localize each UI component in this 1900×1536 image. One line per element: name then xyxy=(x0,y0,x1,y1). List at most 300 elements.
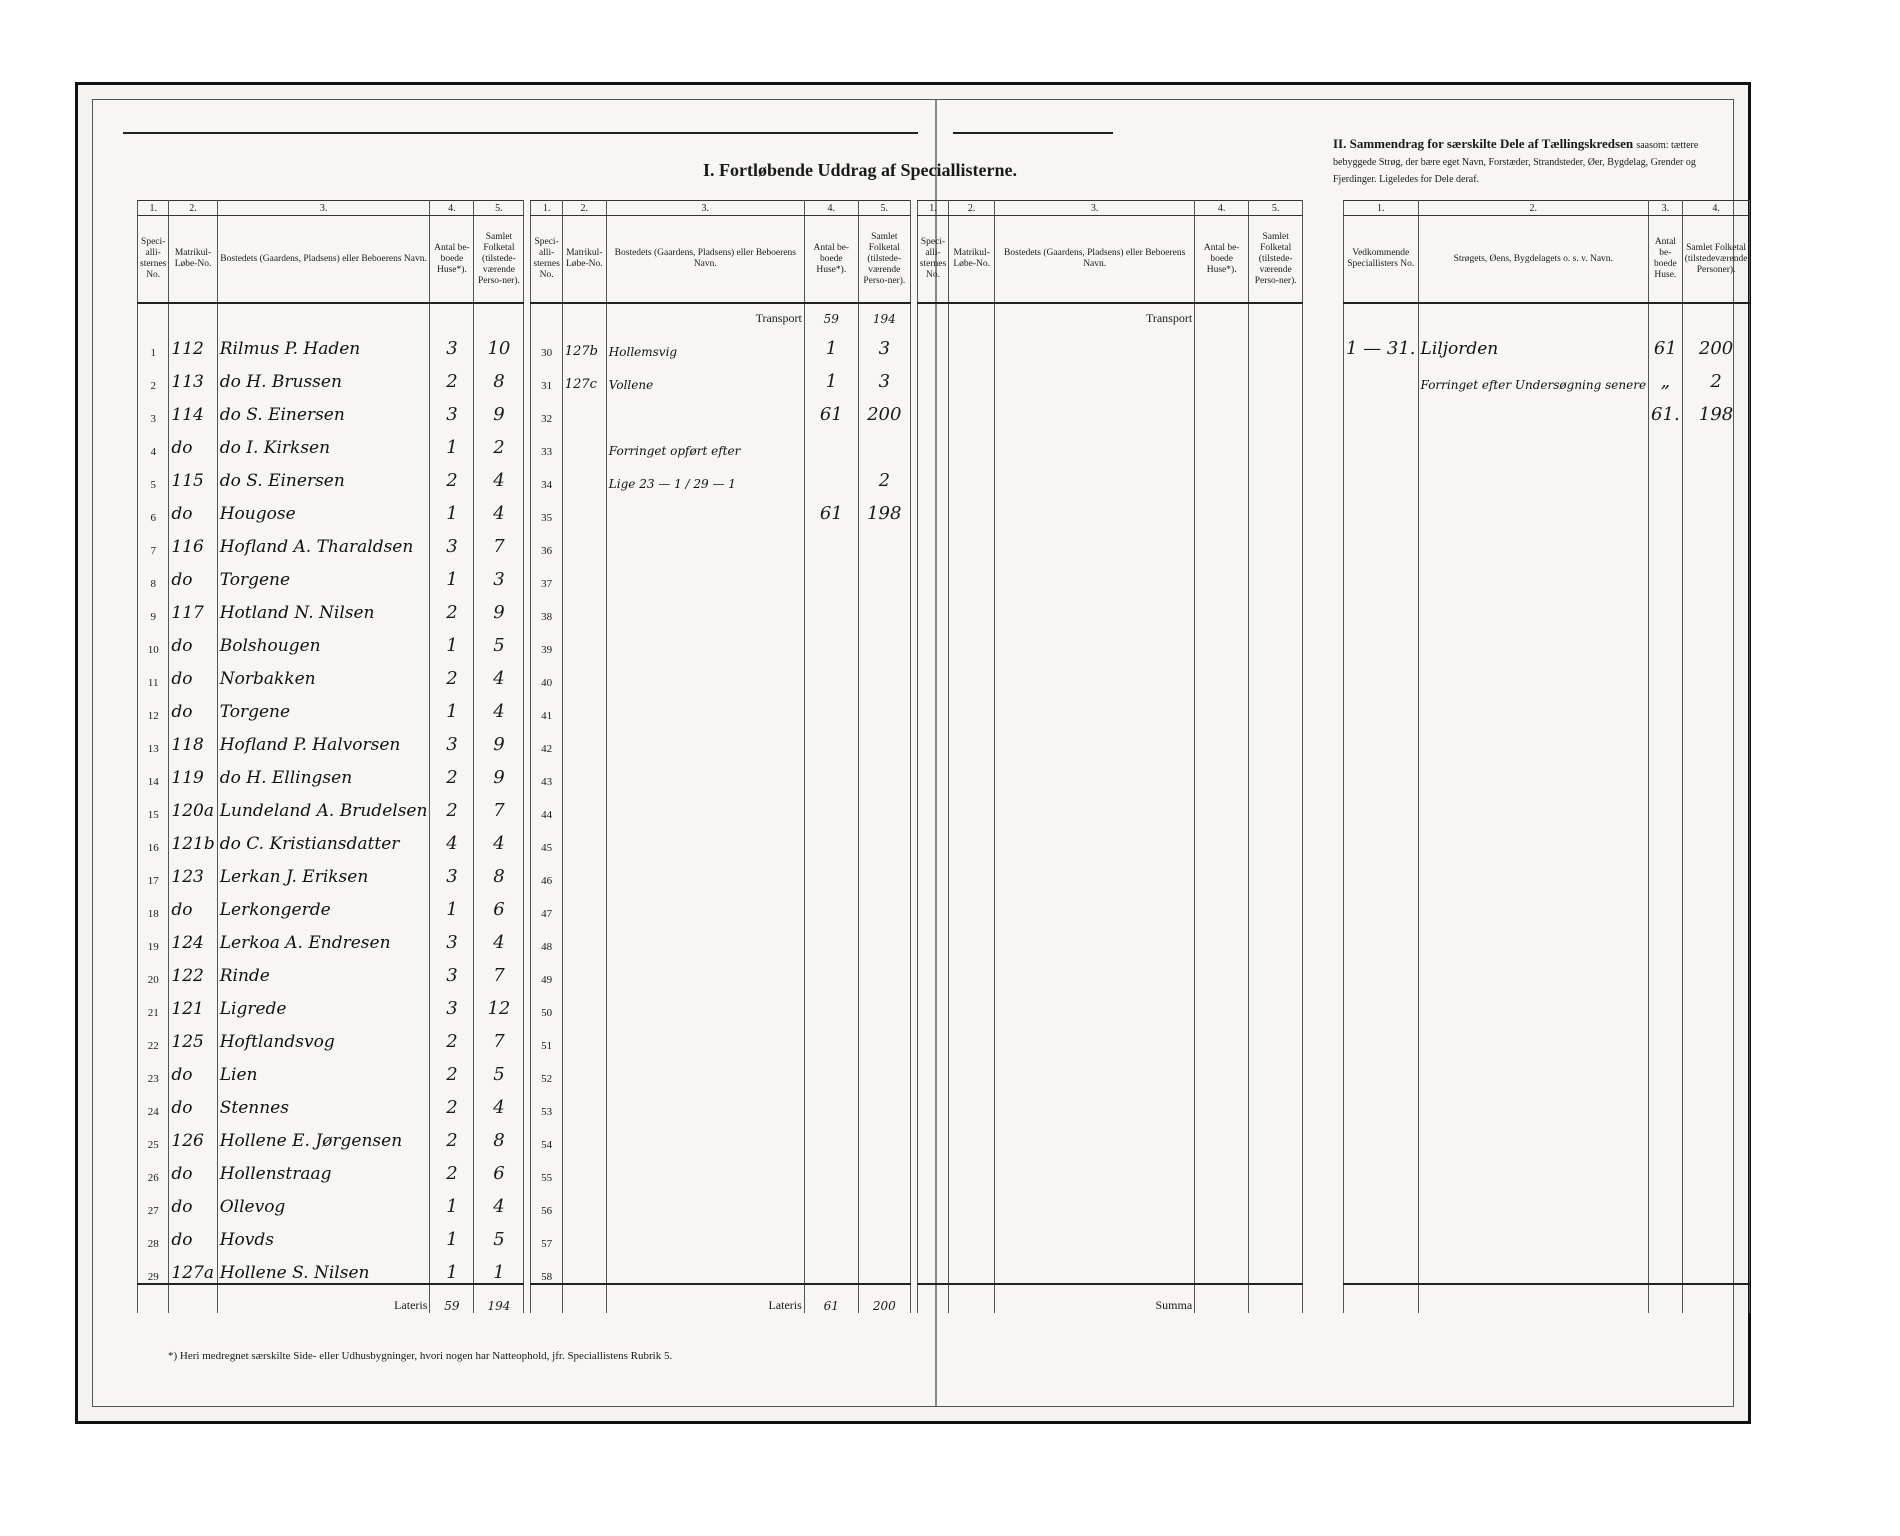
speciallist-range xyxy=(1344,491,1419,524)
inhabited-houses: 2 xyxy=(430,656,474,689)
population: 7 xyxy=(474,524,524,557)
table-row xyxy=(138,392,1303,425)
row-number: 57 xyxy=(531,1217,562,1250)
area-name xyxy=(1418,821,1649,854)
empty-cell xyxy=(1195,821,1249,854)
matrikel-number: do xyxy=(169,656,217,689)
matrikel-number xyxy=(562,491,606,524)
matrikel-number: 127a xyxy=(169,1250,217,1284)
row-number: 36 xyxy=(531,524,562,557)
population: 1 xyxy=(474,1250,524,1284)
population xyxy=(1682,557,1750,590)
summary-row xyxy=(1344,1151,1750,1184)
population: 6 xyxy=(474,887,524,920)
column-gap xyxy=(524,201,531,216)
row-number: 9 xyxy=(138,590,169,623)
column-gap xyxy=(910,458,917,491)
empty-cell xyxy=(1249,1118,1303,1151)
inhabited-houses: 3 xyxy=(430,326,474,359)
matrikel-number: 124 xyxy=(169,920,217,953)
population: 9 xyxy=(474,722,524,755)
population: 2 xyxy=(858,458,910,491)
population xyxy=(1682,1052,1750,1085)
residence-name: Hovds xyxy=(217,1217,430,1250)
row-number: 4 xyxy=(138,425,169,458)
population xyxy=(858,1217,910,1250)
speciallist-range xyxy=(1344,557,1419,590)
summary-row xyxy=(1344,1184,1750,1217)
column-gap xyxy=(524,722,531,755)
inhabited-houses xyxy=(1649,425,1683,458)
inhabited-houses: 2 xyxy=(430,458,474,491)
population xyxy=(1682,1118,1750,1151)
row-number: 16 xyxy=(138,821,169,854)
matrikel-number xyxy=(562,623,606,656)
matrikel-number: 121b xyxy=(169,821,217,854)
column-gap xyxy=(910,557,917,590)
area-name xyxy=(1418,524,1649,557)
summary-row xyxy=(1344,689,1750,722)
inhabited-houses: 1 xyxy=(430,491,474,524)
residence-name: Lerkan J. Eriksen xyxy=(217,854,430,887)
population xyxy=(1682,1250,1750,1284)
population: 2 xyxy=(474,425,524,458)
empty-cell xyxy=(995,887,1195,920)
empty-cell xyxy=(949,590,995,623)
inhabited-houses: 3 xyxy=(430,953,474,986)
column-gap xyxy=(524,788,531,821)
inhabited-houses: 2 xyxy=(430,1019,474,1052)
transport-label: Transport xyxy=(606,303,804,326)
matrikel-number: 121 xyxy=(169,986,217,1019)
empty-cell xyxy=(995,821,1195,854)
table-row xyxy=(138,722,1303,755)
population xyxy=(1682,1085,1750,1118)
column-number: 5. xyxy=(1249,201,1303,216)
population xyxy=(858,1250,910,1284)
speciallist-range xyxy=(1344,821,1419,854)
empty-cell xyxy=(169,1284,217,1313)
inhabited-houses: 61. xyxy=(1649,392,1683,425)
empty-cell xyxy=(1682,1284,1750,1313)
empty-cell xyxy=(1249,854,1303,887)
summary-row xyxy=(1344,821,1750,854)
population xyxy=(1682,491,1750,524)
empty-cell xyxy=(917,557,948,590)
inhabited-houses xyxy=(804,887,858,920)
population xyxy=(1682,821,1750,854)
population xyxy=(858,623,910,656)
empty-cell xyxy=(995,1118,1195,1151)
header-folk: Samlet Folketal (tilstede-værende Perso-ner). xyxy=(858,216,910,304)
empty-cell xyxy=(917,722,948,755)
column-gap xyxy=(910,1184,917,1217)
empty-cell xyxy=(917,656,948,689)
empty-cell xyxy=(995,1052,1195,1085)
empty-cell xyxy=(917,491,948,524)
population xyxy=(1682,1217,1750,1250)
matrikel-number: 117 xyxy=(169,590,217,623)
matrikel-number xyxy=(562,1250,606,1284)
row-number: 47 xyxy=(531,887,562,920)
population xyxy=(858,1085,910,1118)
footer-row xyxy=(1344,1284,1750,1313)
column-gap xyxy=(910,1284,917,1313)
empty-cell xyxy=(1649,303,1683,326)
empty-cell xyxy=(995,359,1195,392)
column-number-row xyxy=(138,201,1303,216)
row-number: 2 xyxy=(138,359,169,392)
inhabited-houses xyxy=(1649,557,1683,590)
inhabited-houses: 1 xyxy=(430,887,474,920)
residence-name: Hoftlandsvog xyxy=(217,1019,430,1052)
empty-cell xyxy=(917,623,948,656)
inhabited-houses: 2 xyxy=(430,1085,474,1118)
empty-cell xyxy=(917,755,948,788)
row-number: 33 xyxy=(531,425,562,458)
matrikel-number: 126 xyxy=(169,1118,217,1151)
row-number: 46 xyxy=(531,854,562,887)
residence-name: Hougose xyxy=(217,491,430,524)
matrikel-number xyxy=(562,788,606,821)
empty-cell xyxy=(1249,986,1303,1019)
matrikel-number xyxy=(562,986,606,1019)
footnote: *) Heri medregnet særskilte Side- eller Udhusbygninger, hvori nogen har Natteophold, jfr. Speciallistens Rubrik 5. xyxy=(168,1350,673,1362)
population xyxy=(1682,722,1750,755)
empty-cell xyxy=(995,1019,1195,1052)
population: 2 xyxy=(1682,359,1750,392)
summary-row xyxy=(1344,722,1750,755)
column-gap xyxy=(524,491,531,524)
matrikel-number xyxy=(562,1085,606,1118)
residence-name: Lerkongerde xyxy=(217,887,430,920)
empty-cell xyxy=(917,887,948,920)
empty-cell xyxy=(917,854,948,887)
inhabited-houses xyxy=(804,425,858,458)
summary-row xyxy=(1344,1052,1750,1085)
area-name xyxy=(1418,425,1649,458)
population xyxy=(858,920,910,953)
residence-name: do I. Kirksen xyxy=(217,425,430,458)
empty-cell xyxy=(949,1052,995,1085)
residence-name: Torgene xyxy=(217,689,430,722)
population xyxy=(1682,458,1750,491)
area-name xyxy=(1418,1118,1649,1151)
empty-cell xyxy=(474,303,524,326)
summa-label: Summa xyxy=(995,1284,1195,1313)
column-number: 1. xyxy=(917,201,948,216)
inhabited-houses xyxy=(1649,623,1683,656)
row-number: 13 xyxy=(138,722,169,755)
column-number: 1. xyxy=(531,201,562,216)
column-gap xyxy=(910,788,917,821)
summary-row xyxy=(1344,854,1750,887)
header-matr: Matrikul-Løbe-No. xyxy=(949,216,995,304)
empty-cell xyxy=(995,326,1195,359)
empty-cell xyxy=(1195,1284,1249,1313)
population: 6 xyxy=(474,1151,524,1184)
residence-name: Hotland N. Nilsen xyxy=(217,590,430,623)
empty-cell xyxy=(1195,755,1249,788)
lateris-huse: 59 xyxy=(430,1284,474,1313)
population xyxy=(858,1184,910,1217)
summary-row xyxy=(1344,887,1750,920)
empty-cell xyxy=(917,953,948,986)
row-number: 12 xyxy=(138,689,169,722)
speciallist-range xyxy=(1344,590,1419,623)
inhabited-houses: 3 xyxy=(430,854,474,887)
row-number: 45 xyxy=(531,821,562,854)
matrikel-number: 120a xyxy=(169,788,217,821)
area-name xyxy=(1418,590,1649,623)
inhabited-houses: 61 xyxy=(804,392,858,425)
empty-cell xyxy=(1195,392,1249,425)
empty-cell xyxy=(917,326,948,359)
inhabited-houses: 2 xyxy=(430,788,474,821)
header-bosted: Bostedets (Gaardens, Pladsens) eller Beboerens Navn. xyxy=(217,216,430,304)
population: 7 xyxy=(474,953,524,986)
summary-row xyxy=(1344,755,1750,788)
row-number: 49 xyxy=(531,953,562,986)
column-number: 3. xyxy=(217,201,430,216)
inhabited-houses xyxy=(804,557,858,590)
matrikel-number xyxy=(562,1052,606,1085)
matrikel-number: do xyxy=(169,1184,217,1217)
column-number-row xyxy=(1344,201,1750,216)
matrikel-number: do xyxy=(169,491,217,524)
population: 9 xyxy=(474,590,524,623)
residence-name: Hollene S. Nilsen xyxy=(217,1250,430,1284)
empty-cell xyxy=(1249,1085,1303,1118)
right-subtitle: saasom: tættere bebyggede Strøg, der bære eget Navn, Forstæder, Strandsteder, Øer, Bygdelag, Grender og Fjerdinger. Ligeledes for Dele deraf. xyxy=(1333,140,1699,185)
column-gap xyxy=(910,1118,917,1151)
population xyxy=(1682,656,1750,689)
empty-cell xyxy=(949,1184,995,1217)
column-gap xyxy=(910,491,917,524)
empty-cell xyxy=(1195,524,1249,557)
residence-name xyxy=(606,722,804,755)
residence-name xyxy=(606,1052,804,1085)
inhabited-houses: 1 xyxy=(430,1250,474,1284)
empty-cell xyxy=(949,1151,995,1184)
residence-name: do S. Einersen xyxy=(217,458,430,491)
population: 3 xyxy=(858,326,910,359)
residence-name: Lien xyxy=(217,1052,430,1085)
empty-cell xyxy=(917,1284,948,1313)
residence-name: Hollene E. Jørgensen xyxy=(217,1118,430,1151)
summary-row xyxy=(1344,590,1750,623)
empty-cell xyxy=(995,491,1195,524)
empty-cell xyxy=(1682,303,1750,326)
empty-cell xyxy=(562,1284,606,1313)
inhabited-houses xyxy=(804,920,858,953)
inhabited-houses xyxy=(1649,755,1683,788)
inhabited-houses: 61 xyxy=(804,491,858,524)
table-row xyxy=(138,425,1303,458)
population: 4 xyxy=(474,689,524,722)
column-gap xyxy=(524,1250,531,1284)
inhabited-houses xyxy=(1649,1085,1683,1118)
empty-cell xyxy=(917,920,948,953)
population xyxy=(858,854,910,887)
row-number: 34 xyxy=(531,458,562,491)
empty-cell xyxy=(949,722,995,755)
area-name xyxy=(1418,656,1649,689)
speciallist-range xyxy=(1344,1151,1419,1184)
area-name xyxy=(1418,788,1649,821)
summary-row xyxy=(1344,623,1750,656)
empty-cell xyxy=(917,359,948,392)
table-row xyxy=(138,656,1303,689)
empty-cell xyxy=(995,656,1195,689)
population xyxy=(858,557,910,590)
column-gap xyxy=(524,1151,531,1184)
column-gap xyxy=(524,920,531,953)
inhabited-houses xyxy=(1649,953,1683,986)
empty-cell xyxy=(917,1052,948,1085)
inhabited-houses xyxy=(1649,491,1683,524)
matrikel-number: 118 xyxy=(169,722,217,755)
row-number: 20 xyxy=(138,953,169,986)
table-row xyxy=(138,821,1303,854)
summary-row xyxy=(1344,656,1750,689)
population: 7 xyxy=(474,1019,524,1052)
row-number: 32 xyxy=(531,392,562,425)
inhabited-houses: 3 xyxy=(430,986,474,1019)
row-number: 27 xyxy=(138,1184,169,1217)
column-gap xyxy=(910,1085,917,1118)
column-gap xyxy=(524,1284,531,1313)
empty-cell xyxy=(995,722,1195,755)
column-number: 5. xyxy=(858,201,910,216)
empty-cell xyxy=(1195,1250,1249,1284)
right-title xyxy=(1333,136,1718,187)
matrikel-number xyxy=(562,1118,606,1151)
speciallist-range xyxy=(1344,953,1419,986)
population xyxy=(858,656,910,689)
empty-cell xyxy=(562,303,606,326)
column-number: 1. xyxy=(138,201,169,216)
empty-cell xyxy=(917,458,948,491)
residence-name: Rinde xyxy=(217,953,430,986)
residence-name xyxy=(606,953,804,986)
empty-cell xyxy=(995,953,1195,986)
table-row xyxy=(138,920,1303,953)
column-gap xyxy=(910,1217,917,1250)
population xyxy=(1682,524,1750,557)
area-name xyxy=(1418,392,1649,425)
header-matr: Matrikul-Løbe-No. xyxy=(169,216,217,304)
column-gap xyxy=(910,986,917,1019)
inhabited-houses: 2 xyxy=(430,590,474,623)
inhabited-houses xyxy=(1649,854,1683,887)
inhabited-houses xyxy=(1649,1151,1683,1184)
row-number: 40 xyxy=(531,656,562,689)
speciallist-range xyxy=(1344,1217,1419,1250)
area-name: Forringet efter Undersøgning senere xyxy=(1418,359,1649,392)
empty-cell xyxy=(917,524,948,557)
column-gap xyxy=(910,590,917,623)
speciallist-range xyxy=(1344,1019,1419,1052)
inhabited-houses: 1 xyxy=(430,425,474,458)
residence-name: Lerkoa A. Endresen xyxy=(217,920,430,953)
population: 4 xyxy=(474,458,524,491)
column-gap xyxy=(524,821,531,854)
population xyxy=(858,788,910,821)
matrikel-number xyxy=(562,524,606,557)
population: 10 xyxy=(474,326,524,359)
area-name xyxy=(1418,689,1649,722)
area-name: Liljorden xyxy=(1418,326,1649,359)
table-row xyxy=(138,1085,1303,1118)
residence-name xyxy=(606,1184,804,1217)
population xyxy=(858,887,910,920)
empty-cell xyxy=(1249,887,1303,920)
row-number: 50 xyxy=(531,986,562,1019)
population: 9 xyxy=(474,392,524,425)
column-gap xyxy=(524,656,531,689)
residence-name: Hollenstraag xyxy=(217,1151,430,1184)
empty-cell xyxy=(138,303,169,326)
matrikel-number xyxy=(562,425,606,458)
column-number: 2. xyxy=(1418,201,1649,216)
empty-cell xyxy=(995,1250,1195,1284)
column-gap xyxy=(524,1118,531,1151)
empty-cell xyxy=(1249,1250,1303,1284)
column-gap xyxy=(910,920,917,953)
area-name xyxy=(1418,1250,1649,1284)
column-number: 1. xyxy=(1344,201,1419,216)
matrikel-number xyxy=(562,755,606,788)
header-huse: Antal be-boede Huse*). xyxy=(804,216,858,304)
row-number: 53 xyxy=(531,1085,562,1118)
summary-row xyxy=(1344,326,1750,359)
column-gap xyxy=(524,689,531,722)
column-number: 5. xyxy=(474,201,524,216)
population: 5 xyxy=(474,1217,524,1250)
inhabited-houses xyxy=(1649,986,1683,1019)
empty-cell xyxy=(995,524,1195,557)
matrikel-number xyxy=(562,392,606,425)
column-gap xyxy=(524,303,531,326)
inhabited-houses: 1 xyxy=(430,1184,474,1217)
population xyxy=(1682,1019,1750,1052)
row-number: 58 xyxy=(531,1250,562,1284)
empty-cell xyxy=(995,425,1195,458)
row-number: 41 xyxy=(531,689,562,722)
residence-name: Bolshougen xyxy=(217,623,430,656)
lateris-folk: 194 xyxy=(474,1284,524,1313)
empty-cell xyxy=(949,392,995,425)
row-number: 5 xyxy=(138,458,169,491)
inhabited-houses xyxy=(804,1085,858,1118)
residence-name: Torgene xyxy=(217,557,430,590)
matrikel-number xyxy=(562,821,606,854)
matrikel-number: 114 xyxy=(169,392,217,425)
residence-name: Vollene xyxy=(606,359,804,392)
residence-name xyxy=(606,1085,804,1118)
header-huse: Antal be-boede Huse*). xyxy=(1195,216,1249,304)
row-number: 11 xyxy=(138,656,169,689)
column-gap xyxy=(910,887,917,920)
inhabited-houses: 1 xyxy=(430,689,474,722)
inhabited-houses: 3 xyxy=(430,722,474,755)
empty-cell xyxy=(531,1284,562,1313)
lateris-huse: 61 xyxy=(804,1284,858,1313)
column-gap xyxy=(910,623,917,656)
transport-huse: 59 xyxy=(804,303,858,326)
row-number: 48 xyxy=(531,920,562,953)
